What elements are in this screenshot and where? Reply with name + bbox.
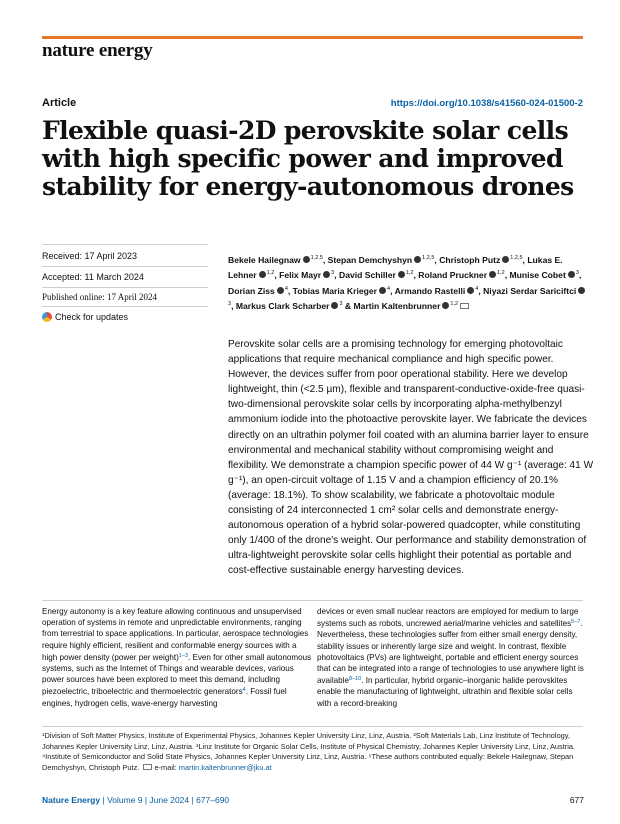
author-name[interactable]: David Schiller [338, 270, 396, 281]
orcid-icon[interactable] [568, 271, 575, 278]
author-name[interactable]: Tobias Maria Krieger [292, 285, 378, 296]
crossmark-icon [42, 312, 52, 322]
author-affiliation-sup: 1,2,5 [510, 255, 523, 261]
body-text-right: devices or even small nuclear reactors are employed for medium to large systems such as robots, uncrewed aerial/marine vehicles and satellites$^{5-7}$. Nevertheless, these technologies suffer from either small energy density, stability issues or inherently large size and weight. In contrast, flexible photovoltaics (PVs) are lightweight, portable and efficient energy sources that can be integrated into a range of technologies to use anywhere light is available$^{8-10}$. In particular, hybrid organic–inorganic halide perovskites enable the manufacturing of lightweight, ultrathin and flexible solar cells with a record-breaking [317, 607, 584, 708]
doi-link[interactable]: https://doi.org/10.1038/s41560-024-01500-2 [390, 98, 583, 109]
meta-divider [42, 287, 208, 288]
author-name[interactable]: Armando Rastelli [394, 285, 466, 296]
reference-citation[interactable]: 8–10 [348, 676, 362, 683]
author-name[interactable]: Roland Pruckner [418, 270, 488, 281]
orcid-icon[interactable] [379, 287, 386, 294]
body-column-left [42, 606, 312, 709]
orcid-icon[interactable] [303, 256, 310, 263]
author-affiliation-sup: 4 [475, 285, 479, 292]
received-date: Received: 17 April 2023 [42, 251, 138, 261]
footer-issue: Volume 9 | June 2024 | 677–690 [107, 795, 230, 805]
author-name[interactable]: Lukas E. Lehner [228, 255, 563, 281]
body-column-right [317, 606, 587, 709]
author-affiliation-sup: 3 [575, 270, 579, 277]
corresponding-author-icon[interactable] [460, 303, 469, 309]
orcid-icon[interactable] [331, 302, 338, 309]
author-affiliation-sup: 4 [387, 285, 391, 292]
published-date: Published online: 17 April 2024 [42, 292, 158, 302]
author-affiliation-sup: 3 [228, 300, 232, 307]
reference-citation[interactable]: 4 [242, 687, 246, 694]
author-affiliation-sup: 3 [339, 300, 343, 307]
footer-journal: Nature Energy [42, 795, 101, 805]
footnote-divider [42, 726, 583, 727]
email-icon [143, 764, 152, 770]
orcid-icon[interactable] [489, 271, 496, 278]
corresponding-email-link[interactable]: martin.kaltenbrunner@jku.at [178, 762, 272, 772]
affiliation-text: ¹Division of Soft Matter Physics, Institute of Experimental Physics, Johannes Kepler University Linz, Linz, Austria. ²Soft Materials Lab, Linz Institute of Technology, Johannes Kepler University Linz, Linz, Austria. ³Linz Institute for Organic Solar Cells, Institute of Physical Chemistry, Johannes Kepler University Linz, Linz, Austria. ⁴Institute of Semiconductor and Solid State Physics, Johannes Kepler University Linz, Linz, Austria. ⁵These authors contributed equally: Bekele Hailegnaw, Stepan Demchyshyn, Christoph Putz. [42, 731, 576, 772]
author-affiliation-sup: 1,2 [497, 270, 505, 277]
orcid-icon[interactable] [259, 271, 266, 278]
orcid-icon[interactable] [398, 271, 405, 278]
header-accent-rule [42, 36, 583, 39]
orcid-icon[interactable] [277, 287, 284, 294]
section-divider [42, 600, 583, 601]
author-name[interactable]: Munise Cobet [509, 270, 566, 281]
author-affiliation-sup: 1,2 [405, 270, 414, 277]
orcid-icon[interactable] [578, 287, 585, 294]
orcid-icon[interactable] [502, 256, 509, 263]
author-name[interactable]: Niyazi Serdar Sariciftci [483, 285, 577, 296]
author-name[interactable]: Dorian Ziss [228, 285, 275, 296]
body-text-left: Energy autonomy is a key feature allowing continuous and unsupervised operation of systems in remote and unpredictable environments, ranging from terrestrial to space applications. In particular, aerospace technologies require highly efficient, resilient and conformable energy sources with a high power density (power per weight)$^{1-3}$. Even for other small autonomous systems, such as the Internet of Things and wearable devices, various power sources have been explored to meet this demand, including piezoelectric, triboelectric and thermoelectric generators$^4$. Fossil fuel engines, hydrogen cells, wave-energy harvesting [42, 607, 312, 708]
meta-divider [42, 244, 208, 245]
author-affiliation-sup: 3 [331, 270, 335, 277]
author-list: Bekele Hailegnaw $^{1,2,5}$, Stepan Demchyshyn $^{1,2,5}$, Christoph Putz $^{1,2,5}$, Lukas E. Lehner $^{1,2}$, Felix Mayr $^3$, David Schiller $^{1,2}$, Roland Pruckner $^{1,2}$, Munise Cobet $^3$, Dorian Ziss $^4$, Tobias Maria Krieger $^4$, Armando Rastelli $^4$, Niyazi Serdar Sariciftci$^3$, Markus Clark Scharber $^3$ & Martin Kaltenbrunner $^{1,2}$ [228, 252, 590, 313]
author-name[interactable]: Martin Kaltenbrunner [353, 300, 441, 311]
abstract: Perovskite solar cells are a promising technology for emerging photovoltaic applications that require mechanical compliance and high specific power. However, the devices suffer from poor operational stability. Here we develop lightweight, thin (<2.5 µm), flexible and transparent-conductive-oxide-free quasi-two-dimensional perovskite solar cells by incorporating alpha-methylbenzyl ammonium iodide into the photoactive perovskite layer. We fabricate the devices directly on an ultrathin polymer foil coated with an alumina barrier layer to ensure environmental and mechanical stability without compromising weight and flexibility. We demonstrate a champion specific power of 44 W g⁻¹ (average: 41 W g⁻¹), an open-circuit voltage of 1.15 V and a champion efficiency of 20.1% (average: 18.1%). To show scalability, we fabricate a photovoltaic module consisting of 24 interconnected 1 cm² solar cells and demonstrate energy-autonomous operation of a hybrid solar-powered quadcopter, while constituting only 1/400 of the drone's weight. Our performance and stability demonstration of ultra-lightweight perovskite solar cells highlight their potential as portable and cost-effective sustainable energy harvesting devices. [228, 339, 594, 577]
author-affiliation-sup: 4 [284, 285, 288, 292]
orcid-icon[interactable] [467, 287, 474, 294]
author-affiliation-sup: 1,2,5 [422, 255, 435, 261]
reference-citation[interactable]: 5–7 [571, 619, 581, 626]
check-for-updates-button[interactable] [42, 312, 128, 322]
author-affiliation-sup: 1,2,5 [310, 255, 323, 261]
meta-divider [42, 306, 208, 307]
author-name[interactable]: Felix Mayr [279, 270, 322, 281]
article-type-label: Article [42, 97, 77, 109]
orcid-icon[interactable] [414, 256, 421, 263]
reference-citation[interactable]: 1–3 [178, 652, 188, 659]
email-label: e-mail: [154, 762, 177, 772]
accepted-date: Accepted: 11 March 2024 [42, 272, 144, 282]
author-affiliation-sup: 1,2 [266, 270, 275, 277]
author-name[interactable]: Stepan Demchyshyn [327, 255, 413, 265]
author-name[interactable]: Bekele Hailegnaw [228, 255, 301, 265]
author-name[interactable]: Christoph Putz [439, 255, 501, 265]
author-affiliation-sup: 1,2 [450, 300, 459, 307]
affiliations [42, 731, 590, 773]
orcid-icon[interactable] [442, 302, 449, 309]
author-name[interactable]: Markus Clark Scharber [235, 300, 330, 311]
check-updates-label: Check for updates [55, 312, 129, 322]
meta-divider [42, 266, 208, 267]
page-number: 677 [569, 795, 584, 805]
journal-name: nature energy [42, 40, 153, 61]
footer-citation: Nature Energy | Volume 9 | June 2024 | 677–690 [42, 795, 230, 805]
article-title: Flexible quasi-2D perovskite solar cells with high specific power and improved stability for energy-autonomous drones [42, 116, 574, 201]
orcid-icon[interactable] [323, 271, 330, 278]
